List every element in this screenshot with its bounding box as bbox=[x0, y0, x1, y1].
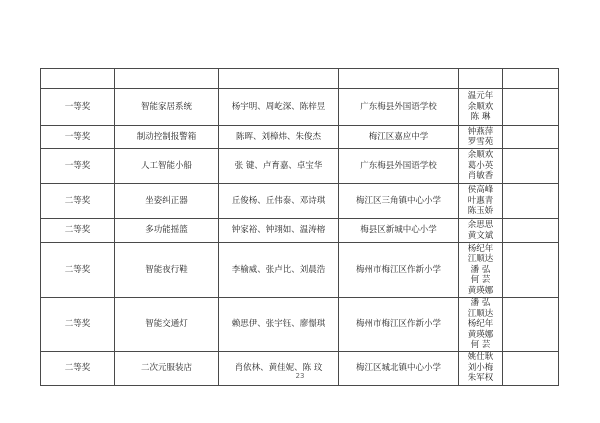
tutor-name: 余顺欢 bbox=[467, 150, 494, 161]
tutor-name: 余顺欢 bbox=[467, 101, 494, 112]
table-row bbox=[41, 298, 559, 352]
project-cell: 智能家居系统 bbox=[115, 89, 219, 126]
award-cell: 二等奖 bbox=[41, 219, 115, 243]
tutor-name: 黄瑛娜 bbox=[467, 285, 494, 296]
table-row bbox=[41, 243, 559, 298]
award-cell: 一等奖 bbox=[41, 126, 115, 149]
table-row bbox=[41, 219, 559, 243]
tutors-cell bbox=[459, 243, 503, 298]
award-cell: 二等奖 bbox=[41, 351, 115, 385]
project-cell: 二次元服装店 bbox=[115, 351, 219, 385]
tutors-cell bbox=[459, 89, 503, 126]
tutor-name: 余思思 bbox=[467, 220, 494, 230]
tutor-name: 潘 弘 bbox=[470, 264, 491, 275]
school-cell: 梅州市梅江区作新小学 bbox=[339, 243, 459, 298]
school-cell: 梅江区嘉应中学 bbox=[339, 126, 459, 149]
students-cell: 杨宇明、周屹深、陈梓昱 bbox=[219, 89, 339, 126]
project-cell: 多功能摇篮 bbox=[115, 219, 219, 243]
project-cell: 制动控制报警箱 bbox=[115, 126, 219, 149]
tutor-name: 杨纪年 bbox=[467, 243, 494, 254]
tutor-name: 杨纪年 bbox=[467, 319, 494, 329]
tutor-name: 陈 琳 bbox=[470, 112, 491, 123]
tutor-name: 肖敏香 bbox=[467, 171, 494, 182]
tutor-name: 葛小英 bbox=[467, 160, 494, 171]
school-cell: 梅江区三角镇中心小学 bbox=[339, 184, 459, 219]
tutors-cell bbox=[459, 298, 503, 352]
students-cell: 陈晖、刘樟炜、朱俊杰 bbox=[219, 126, 339, 149]
table-row bbox=[41, 89, 559, 126]
tutor-name: 温元年 bbox=[467, 91, 494, 102]
blank-cell bbox=[115, 69, 219, 89]
tutor-name: 侯高峰 bbox=[467, 185, 494, 196]
students-cell: 钟家裕、钟翊如、温涛榕 bbox=[219, 219, 339, 243]
table-row bbox=[41, 149, 559, 184]
project-cell: 人工智能小船 bbox=[115, 149, 219, 184]
tutor-name: 罗雪苑 bbox=[467, 137, 494, 147]
tutor-name: 江顺达 bbox=[467, 254, 494, 265]
students-cell: 赖思伊、张宇钰、廖憬琪 bbox=[219, 298, 339, 352]
school-cell: 梅县区新城中心小学 bbox=[339, 219, 459, 243]
tutors-cell bbox=[459, 126, 503, 149]
table-row bbox=[41, 126, 559, 149]
blank-cell bbox=[503, 298, 559, 352]
tutor-name: 何 芸 bbox=[470, 275, 491, 286]
tutor-name: 江顺达 bbox=[467, 308, 494, 319]
awards-table-body bbox=[41, 69, 559, 386]
tutor-name: 黄文斌 bbox=[467, 230, 494, 241]
project-cell: 坐姿纠正器 bbox=[115, 184, 219, 219]
blank-cell bbox=[459, 69, 503, 89]
award-cell: 一等奖 bbox=[41, 89, 115, 126]
blank-cell bbox=[41, 69, 115, 89]
tutor-name: 陈玉娇 bbox=[467, 206, 494, 217]
award-cell: 二等奖 bbox=[41, 243, 115, 298]
tutor-name: 叶惠青 bbox=[467, 195, 494, 206]
blank-cell bbox=[503, 126, 559, 149]
blank-cell bbox=[503, 243, 559, 298]
tutors-cell bbox=[459, 184, 503, 219]
project-cell: 智能交通灯 bbox=[115, 298, 219, 352]
blank-cell bbox=[503, 149, 559, 184]
students-cell: 丘俊杨、丘伟泰、邓诗琪 bbox=[219, 184, 339, 219]
tutor-name: 姚仕耿 bbox=[467, 352, 494, 363]
table-row-blank bbox=[41, 69, 559, 89]
blank-cell bbox=[503, 219, 559, 243]
students-cell: 肖依林、黄佳妮、陈 玟 bbox=[219, 351, 339, 385]
project-cell: 智能夜行鞋 bbox=[115, 243, 219, 298]
blank-cell bbox=[503, 89, 559, 126]
school-cell: 广东梅县外国语学校 bbox=[339, 149, 459, 184]
school-cell: 广东梅县外国语学校 bbox=[339, 89, 459, 126]
tutor-name: 钟燕萍 bbox=[467, 126, 494, 137]
awards-table bbox=[40, 68, 559, 386]
tutor-name: 黄瑛娜 bbox=[467, 329, 494, 340]
table-row bbox=[41, 184, 559, 219]
tutor-name: 潘 弘 bbox=[470, 298, 491, 308]
tutor-name: 朱军权 bbox=[467, 373, 494, 384]
award-cell: 二等奖 bbox=[41, 184, 115, 219]
tutor-name: 何 芸 bbox=[470, 340, 491, 350]
blank-cell bbox=[219, 69, 339, 89]
page-number: 23 bbox=[295, 372, 305, 380]
students-cell: 李榆威、张卢比、刘晨浩 bbox=[219, 243, 339, 298]
blank-cell bbox=[503, 69, 559, 89]
tutor-name: 刘小梅 bbox=[467, 362, 494, 373]
tutors-cell bbox=[459, 149, 503, 184]
blank-cell bbox=[503, 184, 559, 219]
blank-cell bbox=[339, 69, 459, 89]
award-cell: 一等奖 bbox=[41, 149, 115, 184]
students-cell: 张 键、卢育嘉、卓宝华 bbox=[219, 149, 339, 184]
award-cell: 二等奖 bbox=[41, 298, 115, 352]
school-cell: 梅州市梅江区作新小学 bbox=[339, 298, 459, 352]
school-cell: 梅江区城北镇中心小学 bbox=[339, 351, 459, 385]
tutors-cell bbox=[459, 219, 503, 243]
